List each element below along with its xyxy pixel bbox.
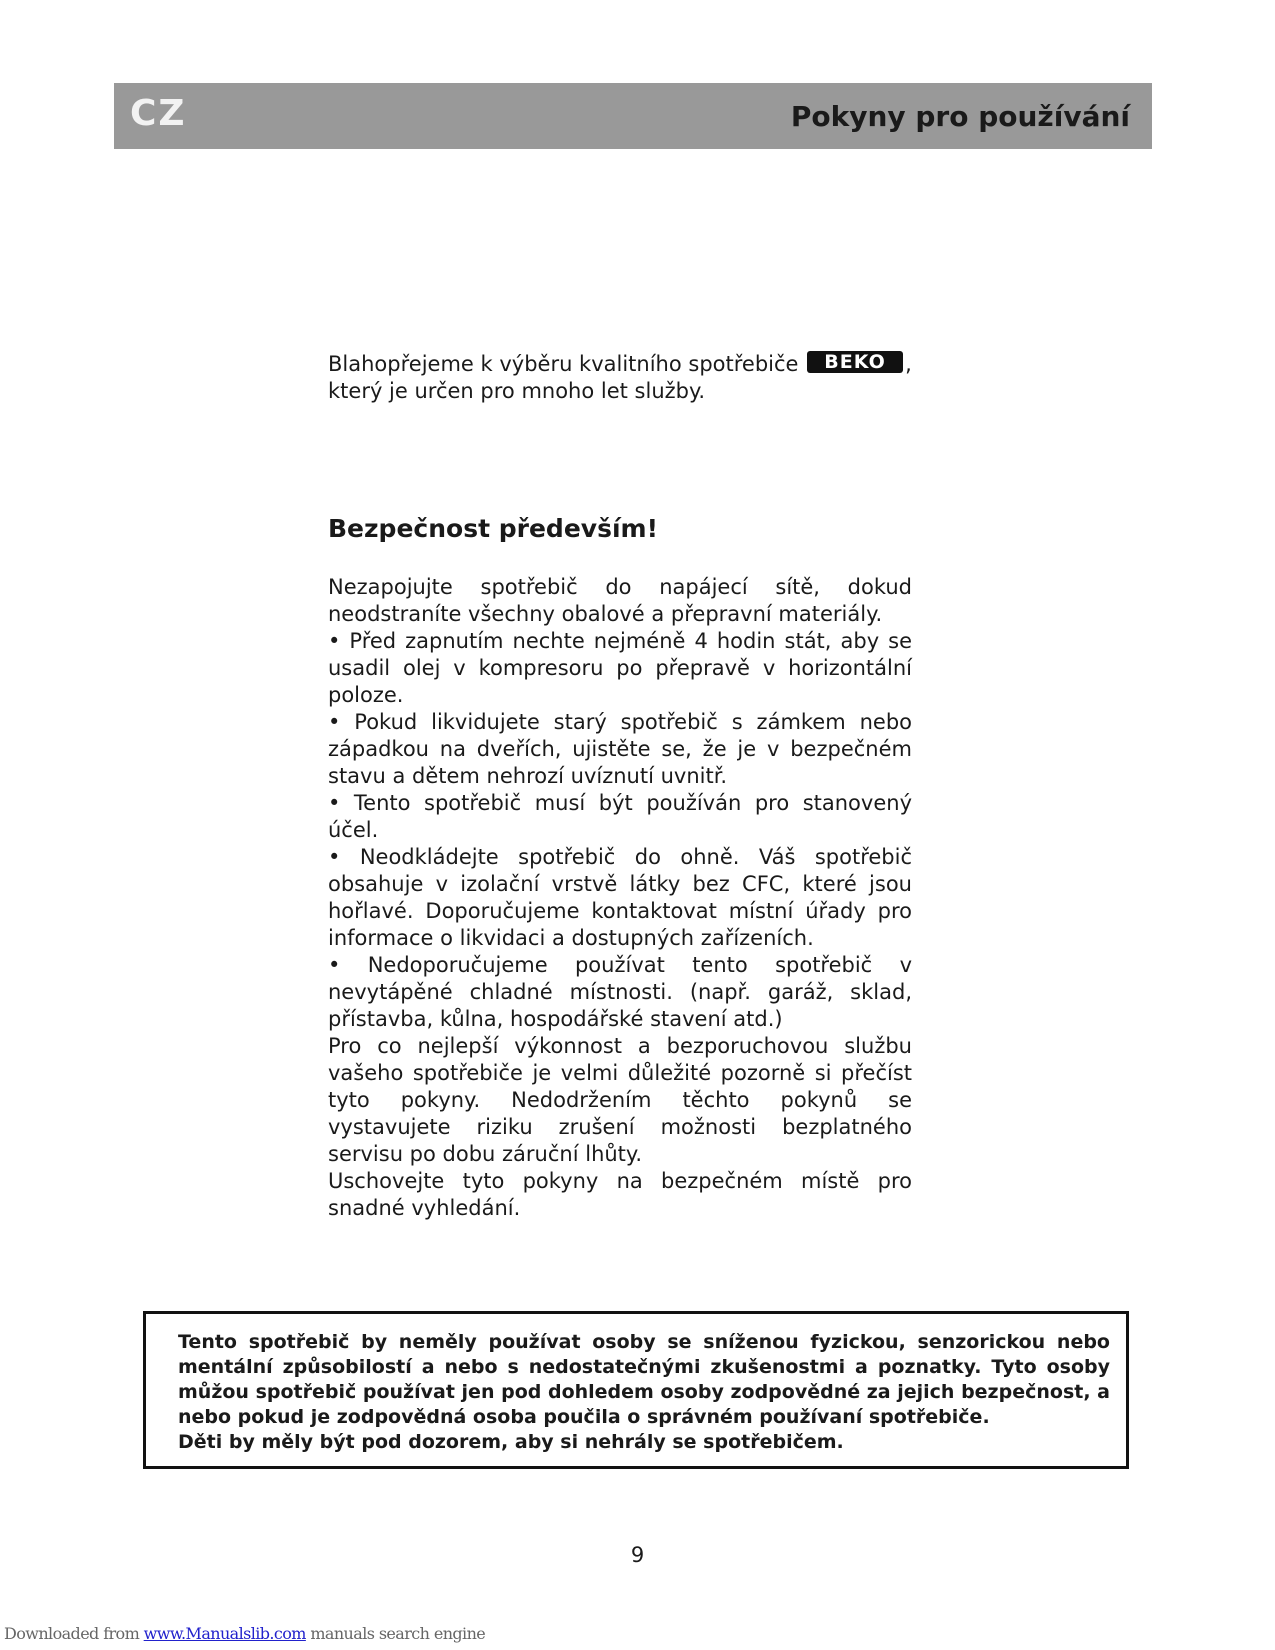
paragraph: • Neodkládejte spotřebič do ohně. Váš spotřebič obsahuje v izolační vrstvě látky bez CFC, které jsou hořlavé. Doporučujeme kontaktovat místní úřady pro informace o likvidaci a dostupných zařízeních. xyxy=(328,845,912,950)
footer-suffix: manuals search engine xyxy=(305,1624,486,1643)
beko-logo xyxy=(807,351,903,373)
section-title: Bezpečnost především! xyxy=(328,514,658,543)
intro-text xyxy=(328,351,912,405)
paragraph: Nezapojujte spotřebič do napájecí sítě, dokud neodstraníte všechny obalové a přepravní materiály. xyxy=(328,575,912,626)
paragraph: • Tento spotřebič musí být používán pro stanovený účel. xyxy=(328,791,912,842)
paragraph: Pro co nejlepší výkonnost a bezporuchovou službu vašeho spotřebiče je velmi důležité pozorně si přečíst tyto pokyny. Nedodržením těchto pokynů se vystavujete riziku zrušení možnosti bezplatného servisu po dobu záruční lhůty. xyxy=(328,1034,912,1166)
footer-prefix: Downloaded from xyxy=(4,1624,144,1643)
warning-box xyxy=(143,1311,1129,1469)
manualslib-link[interactable]: www.Manualslib.com xyxy=(143,1624,306,1643)
safety-instructions xyxy=(328,574,912,1222)
intro-line2: který je určen pro mnoho let služby. xyxy=(328,379,706,403)
paragraph: • Nedoporučujeme používat tento spotřebič v nevytápěné chladné místnosti. (např. garáž, sklad, přístavba, kůlna, hospodářské stavení atd.) xyxy=(328,953,912,1031)
paragraph: • Před zapnutím nechte nejméně 4 hodin stát, aby se usadil olej v kompresoru po přepravě v horizontální poloze. xyxy=(328,629,912,707)
page-header xyxy=(114,83,1152,149)
intro-line1: Blahopřejeme k výběru kvalitního spotřebiče xyxy=(328,352,799,376)
page-number: 9 xyxy=(630,1543,645,1567)
language-code: CZ xyxy=(130,93,187,134)
paragraph: • Pokud likvidujete starý spotřebič s zámkem nebo západkou na dveřích, ujistěte se, že je v bezpečném stavu a dětem nehrozí uvíznutí uvnitř. xyxy=(328,710,912,788)
warning-paragraph: Děti by měly být pod dozorem, aby si nehrály se spotřebičem. xyxy=(178,1431,844,1453)
footer xyxy=(4,1624,485,1643)
warning-paragraph: Tento spotřebič by neměly používat osoby se sníženou fyzickou, senzorickou nebo mentální způsobilostí a nebo s nedostatečnými zkušenostmi a poznatky. Tyto osoby můžou spotřebič používat jen pod dohledem osoby zodpovědné za jejich bezpečnost, a nebo pokud je zodpovědná osoba poučila o správném používaní spotřebiče. xyxy=(178,1331,1110,1428)
paragraph: Uschovejte tyto pokyny na bezpečném místě pro snadné vyhledání. xyxy=(328,1169,912,1220)
beko-logo-text: BEKO xyxy=(824,351,886,373)
page-title: Pokyny pro používání xyxy=(790,100,1130,133)
intro-comma: , xyxy=(905,352,912,376)
